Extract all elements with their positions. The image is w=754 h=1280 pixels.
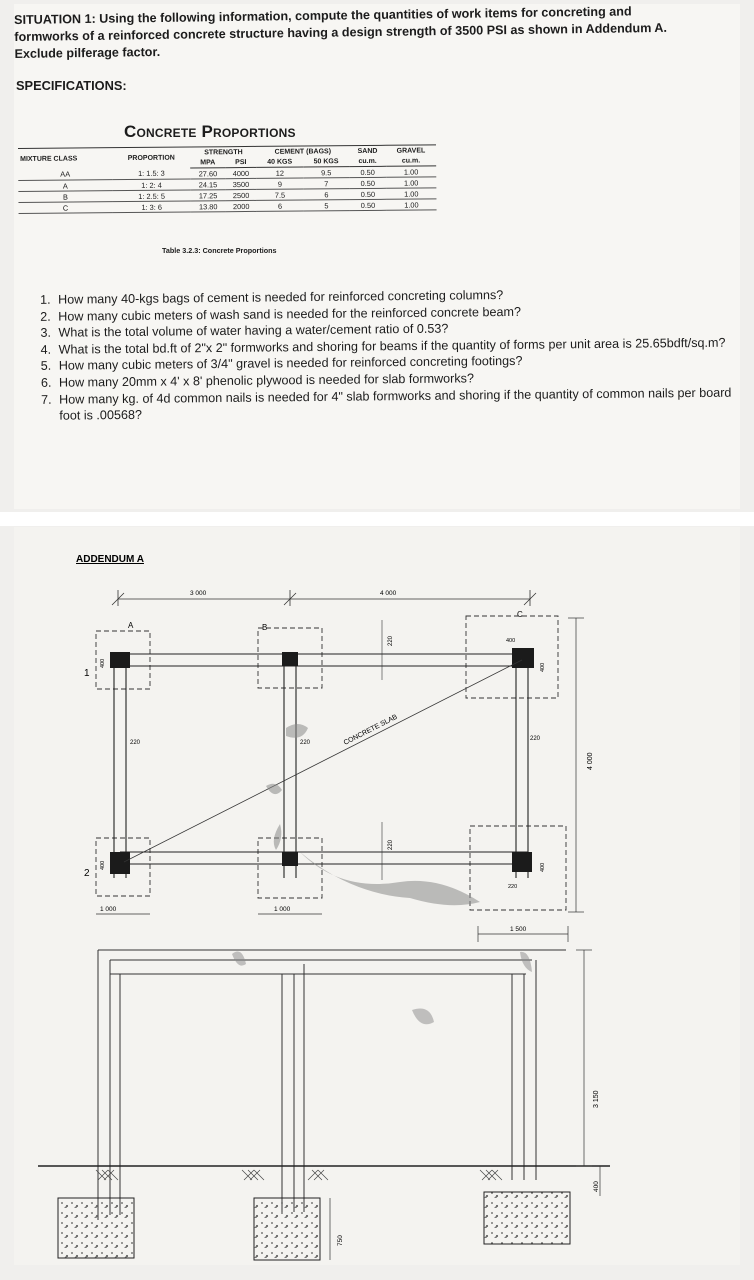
cell-mpa: 27.60	[191, 168, 226, 179]
cell-sand: 0.50	[350, 199, 387, 210]
vertical-dim-4000: 4 000	[587, 752, 594, 770]
cell-cement-40: 7.5	[257, 189, 303, 200]
footing-dim-2: 1 000	[274, 906, 291, 913]
question-item: 2. How many cubic meters of wash sand is needed for the reinforced concrete beam?	[54, 301, 734, 325]
situation-text: SITUATION 1: Using the following information, compute the quantities of work items for concreting and formworks of a reinforced concrete structure having a design strength of 3500 PSI as shown in Addendum A. Exclude pilferage factor.	[14, 4, 668, 61]
question-item: 6. How many 20mm x 4' x 8' phenolic plywood is needed for slab formworks?	[55, 368, 735, 392]
footing-dim-1: 1 000	[100, 906, 117, 913]
dim-b-to-c: 4 000	[380, 590, 397, 597]
th-strength: STRENGTH	[190, 146, 256, 157]
beam-dim-a: 220	[130, 740, 141, 746]
beam-dim-bottom: 220	[388, 839, 394, 850]
th-gravel-unit: cu.m.	[386, 155, 436, 166]
smudge-marks	[266, 724, 480, 905]
table-title: Concrete Proportions	[124, 122, 296, 141]
th-mpa: MPA	[190, 157, 225, 168]
grid-label-1: 1	[84, 668, 90, 679]
footing-outlines	[96, 616, 566, 910]
cell-class: C	[18, 202, 112, 214]
cell-psi: 4000	[225, 167, 257, 178]
cell-class: AA	[18, 169, 112, 181]
table-caption: Table 3.2.3: Concrete Proportions	[162, 246, 277, 255]
beam-dim-c2: 220	[508, 884, 518, 890]
question-item: 3. What is the total volume of water having a water/cement ratio of 0.53?	[54, 318, 734, 342]
grid-label-c: C	[517, 610, 523, 619]
dim-a-to-b: 3 000	[190, 590, 207, 597]
elev-dim-3150: 3 150	[593, 1090, 600, 1108]
question-item: 4. What is the total bd.ft of 2"x 2" formworks and shoring for beams if the quantity of forms per unit area is 25.65bdft/sq.m?	[55, 334, 735, 358]
addendum-label: ADDENDUM A	[76, 554, 144, 565]
th-psi: PSI	[225, 157, 257, 168]
cell-cement-50: 7	[303, 178, 349, 189]
cell-psi: 2000	[225, 200, 257, 211]
th-mixture-class: MIXTURE CLASS	[18, 148, 112, 170]
th-proportion: PROPORTION	[112, 147, 191, 169]
beam-dim-c: 220	[530, 736, 541, 742]
grid-label-a: A	[128, 621, 134, 630]
th-40kgs: 40 KGS	[256, 157, 302, 168]
cell-cement-40: 12	[257, 167, 303, 178]
beam-dim-b: 220	[300, 740, 311, 746]
specifications-label: SPECIFICATIONS:	[16, 78, 127, 93]
beam-dim-top: 220	[388, 635, 394, 646]
cell-gravel: 1.00	[386, 188, 436, 199]
cell-sand: 0.50	[349, 166, 386, 177]
col-dim-right-1: 400	[540, 662, 546, 672]
slab-diagonal	[124, 660, 522, 862]
cell-cement-40: 9	[257, 178, 303, 189]
cell-proportion: 1: 1.5: 3	[112, 168, 191, 180]
cell-cement-50: 6	[303, 189, 349, 200]
col-dim-left-1: 400	[100, 658, 106, 668]
cell-gravel: 1.00	[386, 199, 436, 210]
question-item: 5. How many cubic meters of 3/4" gravel is needed for reinforced concreting footings?	[55, 351, 735, 375]
cell-mpa: 13.80	[191, 201, 226, 212]
question-item: 1. How many 40-kgs bags of cement is needed for reinforced concreting columns?	[54, 285, 734, 309]
elevation-smudges	[232, 952, 532, 1025]
cell-cement-50: 9.5	[303, 167, 349, 178]
grid-label-b: B	[262, 623, 268, 632]
th-50kgs: 50 KGS	[303, 156, 349, 167]
cell-sand: 0.50	[350, 188, 387, 199]
footing-sections	[58, 1192, 570, 1260]
cell-gravel: 1.00	[386, 166, 436, 177]
beam-outlines	[114, 650, 532, 878]
top-dimension-line	[112, 590, 536, 606]
col-dim-top-c: 400	[506, 638, 516, 644]
cell-psi: 2500	[225, 189, 257, 200]
cell-mpa: 24.15	[191, 179, 226, 190]
col-dim-right-2: 400	[540, 862, 546, 872]
th-sand: SAND	[349, 145, 386, 156]
elev-dim-750: 750	[337, 1235, 344, 1246]
soil-hatch	[96, 1170, 502, 1180]
cell-class: B	[18, 191, 112, 203]
cell-proportion: 1: 2.5: 5	[112, 190, 191, 202]
cell-class: A	[18, 180, 112, 192]
th-gravel: GRAVEL	[386, 145, 436, 156]
cell-mpa: 17.25	[191, 190, 226, 201]
footing-dim-3: 1 500	[510, 926, 527, 933]
cell-proportion: 1: 2: 4	[112, 179, 191, 191]
cell-cement-40: 6	[257, 200, 303, 211]
cell-psi: 3500	[225, 178, 257, 189]
concrete-slab-label: CONCRETE SLAB	[342, 713, 399, 747]
col-dim-left-2: 400	[100, 860, 106, 870]
question-item: 7. How many kg. of 4d common nails is needed for 4" slab formworks and shoring if the quantity of common nails per board foot is .00568?	[55, 384, 735, 424]
th-sand-unit: cu.m.	[349, 156, 386, 167]
grid-label-2: 2	[84, 868, 90, 879]
footing-dimension-lines	[96, 618, 584, 942]
elev-dim-400: 400	[593, 1181, 600, 1192]
cell-cement-50: 5	[303, 200, 349, 211]
cell-sand: 0.50	[349, 177, 386, 188]
th-cement: CEMENT (BAGS)	[256, 146, 349, 157]
cell-proportion: 1: 3: 6	[112, 201, 191, 213]
cell-gravel: 1.00	[386, 177, 436, 188]
